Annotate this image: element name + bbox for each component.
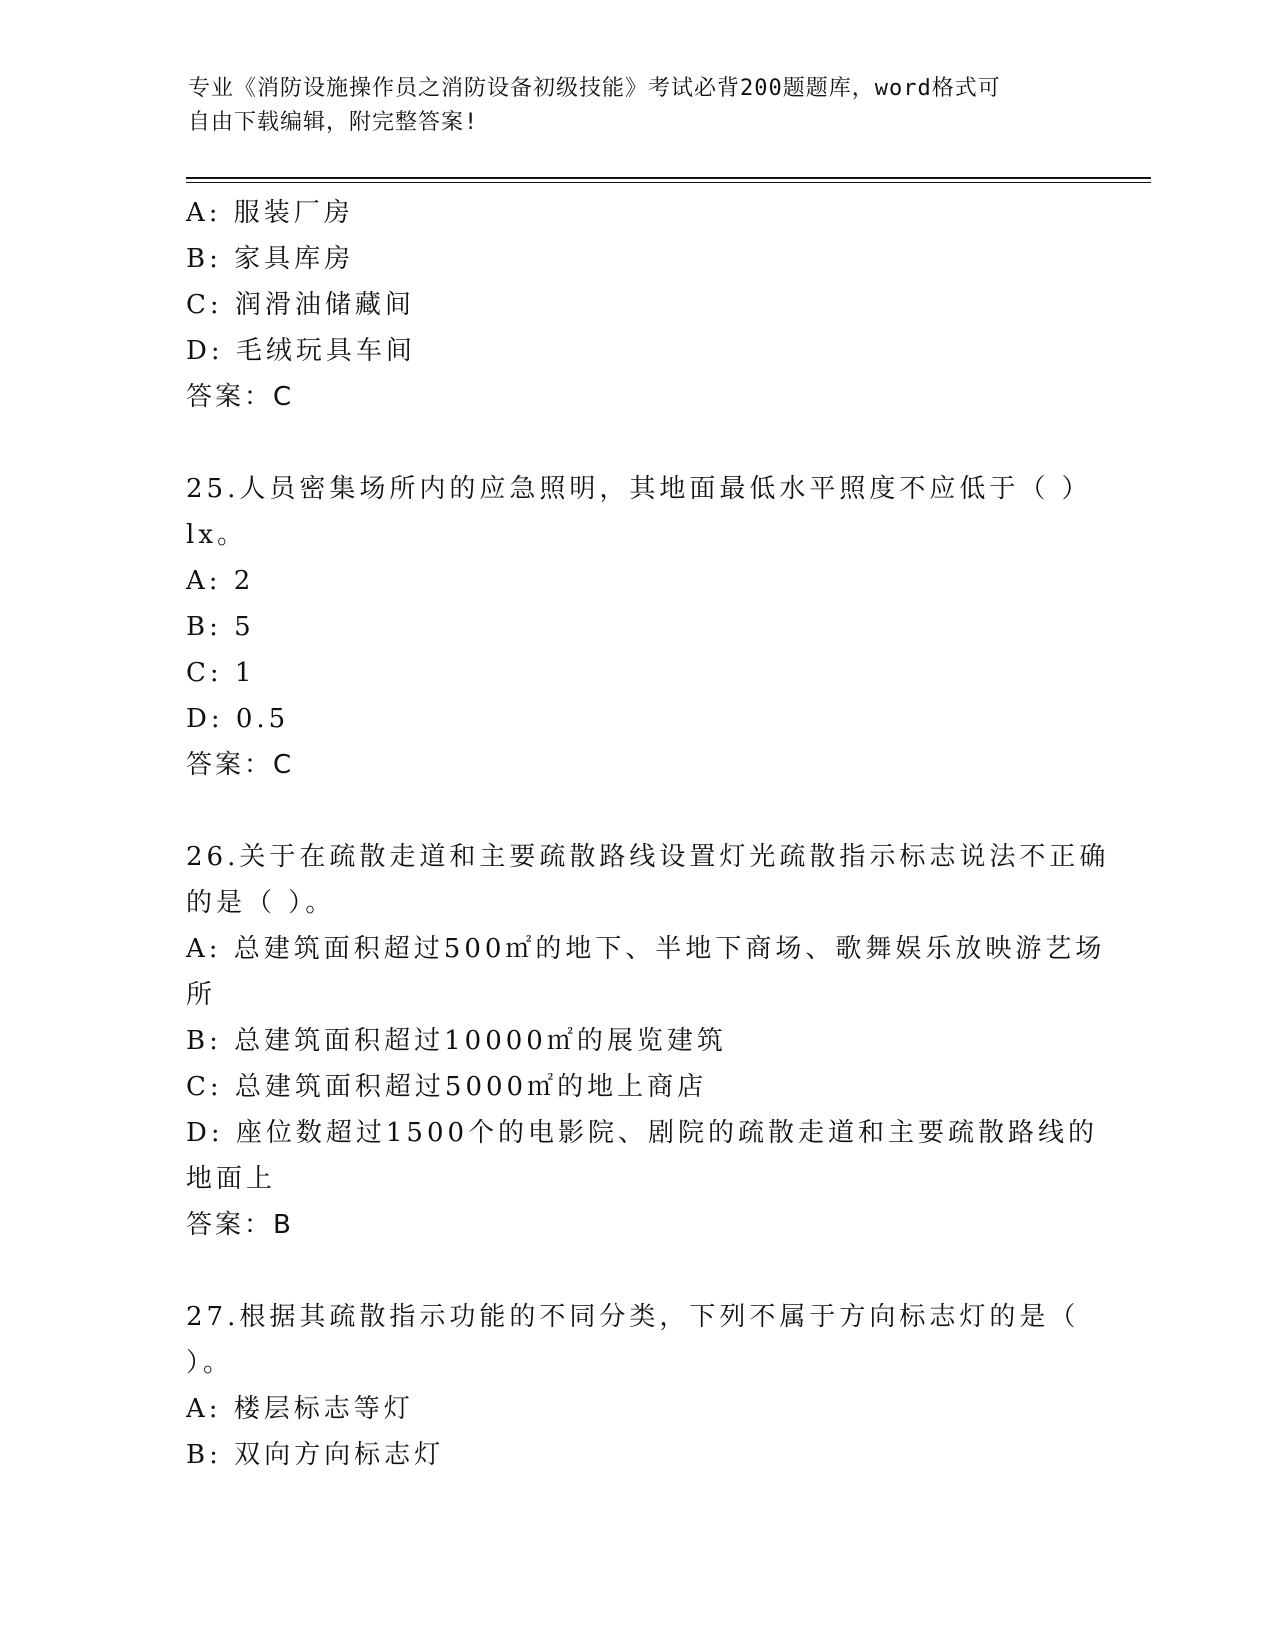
question-27: [186, 1294, 1086, 1478]
question-26: [186, 834, 1110, 1248]
answer: 答案：B: [186, 1210, 294, 1240]
header-divider-top: [186, 177, 1151, 179]
option-b: B: 家具库房: [186, 244, 355, 274]
question-stem: 26.关于在疏散走道和主要疏散路线设置灯光疏散指示标志说法不正确: [186, 842, 1110, 872]
answer: 答案：C: [186, 750, 295, 780]
option-a: A: 服装厂房: [186, 198, 354, 228]
option-b: B: 总建筑面积超过10000㎡的展览建筑: [186, 1026, 727, 1056]
header-title-line-2: 自由下载编辑，附完整答案!: [188, 110, 479, 135]
option-b: B: 5: [186, 612, 255, 642]
option-d: D: 座位数超过1500个的电影院、剧院的疏散走道和主要疏散路线的: [186, 1118, 1099, 1148]
option-d: D: 0.5: [186, 704, 290, 734]
question-stem-continued: lx。: [186, 520, 247, 550]
option-a: A: 总建筑面积超过500㎡的地下、半地下商场、歌舞娱乐放映游艺场: [186, 934, 1106, 964]
option-a-continued: 所: [186, 980, 217, 1010]
header-divider-bottom: [186, 182, 1151, 183]
option-d: D: 毛绒玩具车间: [186, 336, 416, 366]
option-c: C: 总建筑面积超过5000㎡的地上商店: [186, 1072, 708, 1102]
question-25: [186, 466, 1092, 788]
spacer: [186, 420, 1086, 466]
answer: 答案：C: [186, 382, 295, 412]
question-stem: 25.人员密集场所内的应急照明，其地面最低水平照度不应低于（ ）: [186, 474, 1092, 504]
question-stem-continued: 的是（ ）。: [186, 888, 336, 918]
option-c: C: 润滑油储藏间: [186, 290, 415, 320]
question-stem-continued: ）。: [186, 1348, 234, 1378]
option-a: A: 2: [186, 566, 255, 596]
question-content: [186, 190, 1110, 1478]
question-stem: 27.根据其疏散指示功能的不同分类，下列不属于方向标志灯的是（: [186, 1302, 1080, 1332]
document-header: [188, 72, 1088, 140]
option-d-continued: 地面上: [186, 1164, 277, 1194]
option-a: A: 楼层标志等灯: [186, 1394, 414, 1424]
header-title-line-1: 专业《消防设施操作员之消防设备初级技能》考试必背200题题库，word格式可: [188, 76, 1001, 101]
option-b: B: 双向方向标志灯: [186, 1440, 445, 1470]
question-24: [186, 190, 1086, 420]
option-c: C: 1: [186, 658, 256, 688]
spacer: [186, 788, 1086, 834]
spacer: [186, 1248, 1086, 1294]
